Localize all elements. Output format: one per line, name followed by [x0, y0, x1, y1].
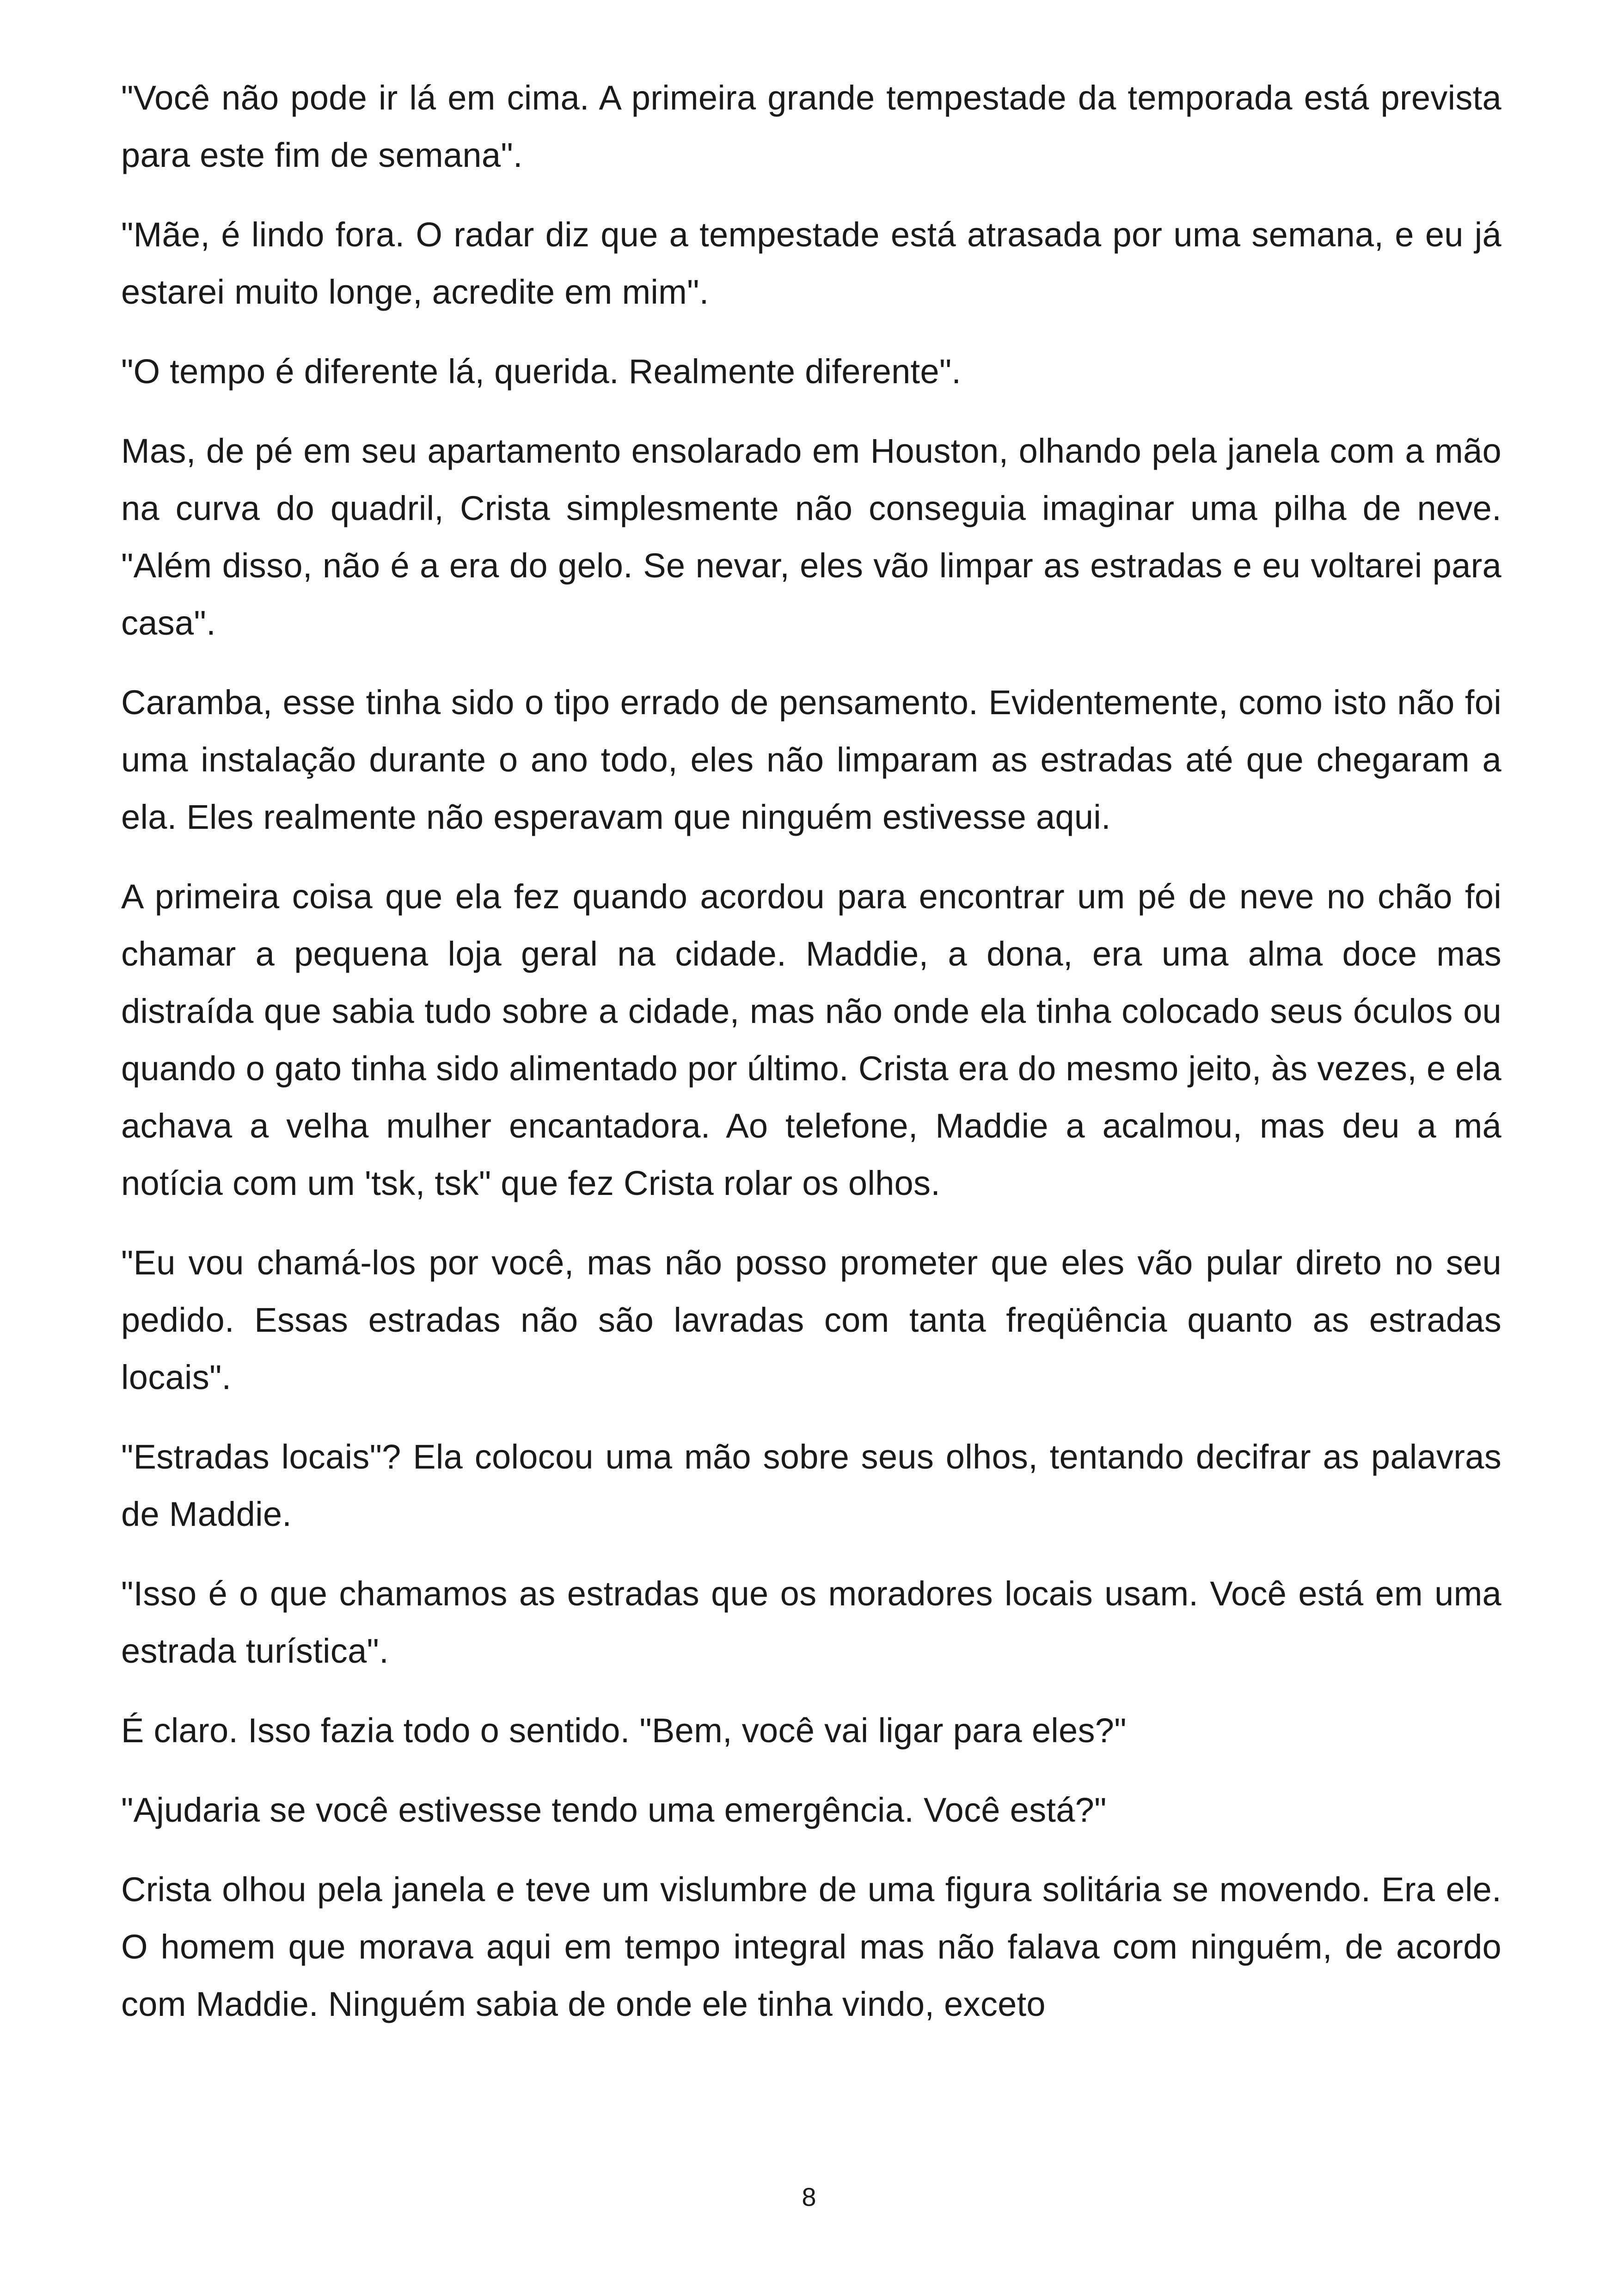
- paragraph: "Você não pode ir lá em cima. A primeira grande tempestade da temporada está prevista para este fim de semana".: [121, 79, 1502, 174]
- paragraph: "Mãe, é lindo fora. O radar diz que a tempestade está atrasada por uma semana, e eu já estarei muito longe, acredite em mim".: [121, 215, 1502, 311]
- paragraph: A primeira coisa que ela fez quando acordou para encontrar um pé de neve no chão foi chamar a pequena loja geral na cidade. Maddie, a dona, era uma alma doce mas distraída que sabia tudo sobre a cidade, mas não onde ela tinha colocado seus óculos ou quando o gato tinha sido alimentado por último. Crista era do mesmo jeito, às vezes, e ela achava a velha mulher encantadora. Ao telefone, Maddie a acalmou, mas deu a má notícia com um 'tsk, tsk" que fez Crista rolar os olhos.: [121, 877, 1502, 1202]
- paragraph: "O tempo é diferente lá, querida. Realmente diferente".: [121, 352, 962, 391]
- paragraph: "Estradas locais"? Ela colocou uma mão sobre seus olhos, tentando decifrar as palavras de Maddie.: [121, 1438, 1502, 1533]
- paragraph: Mas, de pé em seu apartamento ensolarado em Houston, olhando pela janela com a mão na curva do quadril, Crista simplesmente não conseguia imaginar uma pilha de neve. "Além disso, não é a era do gelo. Se nevar, eles vão limpar as estradas e eu voltarei para casa".: [121, 432, 1502, 642]
- paragraph: "Ajudaria se você estivesse tendo uma emergência. Você está?": [121, 1791, 1107, 1829]
- paragraph: É claro. Isso fazia todo o sentido. "Bem, você vai ligar para eles?": [121, 1711, 1127, 1750]
- page-body: [121, 69, 1502, 2055]
- page-number: 8: [802, 2182, 816, 2211]
- paragraph: "Eu vou chamá-los por você, mas não posso prometer que eles vão pular direto no seu pedido. Essas estradas não são lavradas com tanta freqüência quanto as estradas locais".: [121, 1243, 1502, 1396]
- paragraph: Caramba, esse tinha sido o tipo errado de pensamento. Evidentemente, como isto não foi uma instalação durante o ano todo, eles não limparam as estradas até que chegaram a ela. Eles realmente não esperavam que ninguém estivesse aqui.: [121, 683, 1502, 836]
- paragraph: "Isso é o que chamamos as estradas que os moradores locais usam. Você está em uma estrada turística".: [121, 1574, 1502, 1670]
- paragraph: Crista olhou pela janela e teve um vislumbre de uma figura solitária se movendo. Era ele. O homem que morava aqui em tempo integral mas não falava com ninguém, de acordo com Maddie. Ninguém sabia de onde ele tinha vindo, exceto: [121, 1870, 1502, 2023]
